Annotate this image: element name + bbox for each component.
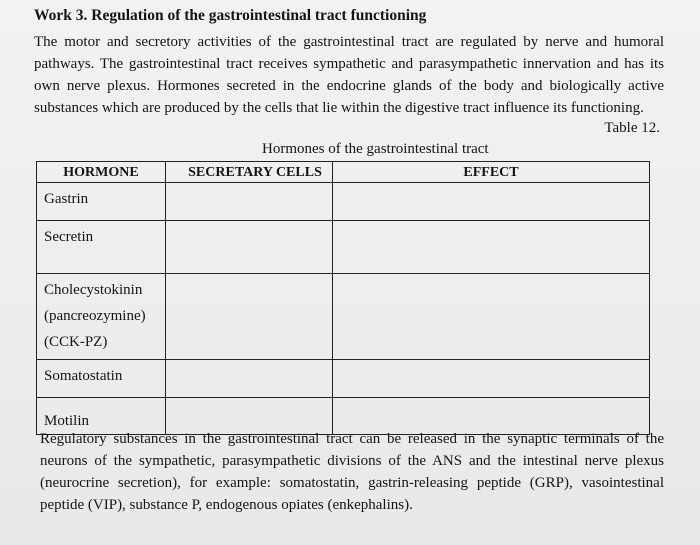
hormone-abbreviation: (CCK-PZ) [44, 334, 108, 350]
header-effect: EFFECT [333, 162, 650, 183]
table-number: Table 12. [604, 120, 660, 136]
hormone-name-alt: (pancreozymine) [44, 308, 146, 324]
table-row [37, 360, 650, 398]
header-secretary-cells: SECRETARY CELLS [166, 162, 333, 183]
hormone-name: Somatostatin [44, 368, 123, 384]
secretary-cells-cell[interactable] [166, 221, 333, 274]
effect-cell[interactable] [333, 183, 650, 221]
hormone-name: Cholecystokinin [44, 282, 143, 298]
hormone-cell [37, 360, 166, 398]
hormone-name: Secretin [44, 229, 94, 245]
effect-cell[interactable] [333, 274, 650, 360]
intro-paragraph: The motor and secretory activities of the gastrointestinal tract are regulated by nerve and humoral pathways. The gastrointestinal tract receives sympathetic and parasympathetic innervation and has its own nerve plexus. Hormones secreted in the endocrine glands of the body and biologically active substances which are produced by the cells that lie within the digestive tract influence its functioning. [34, 34, 664, 116]
hormone-name: Motilin [44, 413, 90, 429]
secretary-cells-cell[interactable] [166, 360, 333, 398]
effect-cell[interactable] [333, 221, 650, 274]
secretary-cells-cell[interactable] [166, 183, 333, 221]
table-row [37, 183, 650, 221]
table-caption: Hormones of the gastrointestinal tract [262, 141, 489, 157]
hormones-table [36, 161, 650, 435]
hormone-cell [37, 221, 166, 274]
footer-paragraph: Regulatory substances in the gastrointestinal tract can be released in the synaptic terminals of the neurons of the sympathetic, parasympathetic divisions of the ANS and the intestinal nerve plexus (neurocrine secretion), for example: somatostatin, gastrin-releasing peptide (GRP), vasointestinal peptide (VIP), substance P, endogenous opiates (enkephalins). [40, 431, 664, 513]
section-heading: Work 3. Regulation of the gastrointestinal tract functioning [34, 7, 427, 24]
table-row [37, 221, 650, 274]
hormone-name: Gastrin [44, 191, 89, 207]
table-row [37, 274, 650, 360]
header-hormone: HORMONE [37, 162, 166, 183]
table-header-row [37, 162, 650, 183]
effect-cell[interactable] [333, 360, 650, 398]
hormone-cell [37, 183, 166, 221]
secretary-cells-cell[interactable] [166, 274, 333, 360]
hormone-cell [37, 274, 166, 360]
